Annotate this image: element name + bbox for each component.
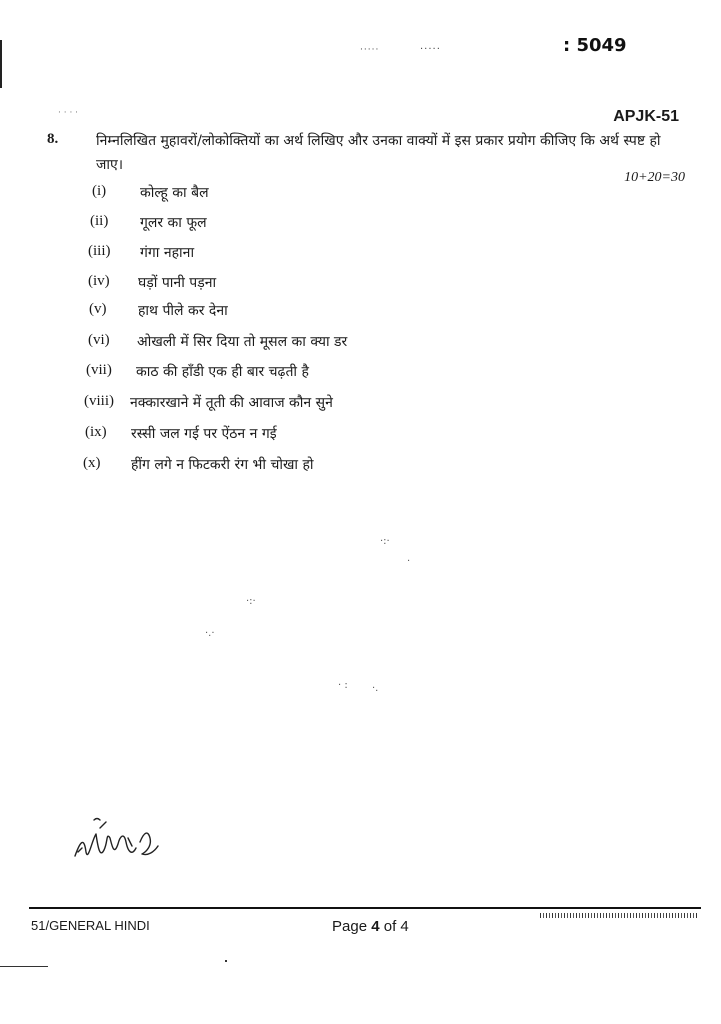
- scan-bottom-line: [0, 966, 48, 967]
- top-strip-faint: ·····: [360, 45, 380, 55]
- item-text: हींग लगे न फिटकरी रंग भी चोखा हो: [131, 457, 314, 473]
- item-number: (i): [92, 183, 107, 199]
- item-number: (v): [89, 301, 107, 317]
- footer-rule: [29, 907, 701, 909]
- footer-page-number: [332, 918, 409, 935]
- item-text: गंगा नहाना: [140, 245, 195, 261]
- handwritten-signature: [70, 812, 170, 872]
- question-text: निम्नलिखित मुहावरों/लोकोक्तियों का अर्थ लिखिए और उनका वाक्यों में इस प्रकार प्रयोग कीजिए कि अर्थ स्पष्ट हो जाए।: [96, 133, 661, 173]
- paper-code: APJK-51: [613, 108, 679, 125]
- footer-subject: 51/GENERAL HINDI: [31, 918, 150, 933]
- item-number: (ii): [90, 213, 109, 229]
- item-text: काठ की हाँडी एक ही बार चढ़ती है: [136, 364, 309, 380]
- item-text: नक्कारखाने में तूती की आवाज कौन सुने: [130, 395, 333, 411]
- item-text: ओखली में सिर दिया तो मूसल का क्या डर: [137, 334, 348, 350]
- question-number: 8.: [47, 131, 59, 147]
- top-strip-serial: ·····: [420, 44, 441, 55]
- scan-speck: ·:·: [246, 596, 256, 607]
- item-text: घड़ों पानी पड़ना: [138, 275, 217, 291]
- scan-speck: · :: [338, 680, 348, 691]
- item-text: गूलर का फूल: [140, 215, 207, 231]
- scan-speck: ·: [407, 556, 411, 567]
- top-strip: [360, 35, 627, 56]
- scan-dots: · · · ·: [58, 108, 79, 118]
- question-marks: 10+20=30: [624, 170, 685, 185]
- item-number: (x): [83, 455, 101, 471]
- item-text: कोल्हू का बैल: [140, 185, 209, 201]
- page-total: 4: [400, 918, 409, 935]
- scan-speck: ·.·: [205, 628, 215, 639]
- scan-bottom-dot: [225, 960, 227, 962]
- scan-speck: ·:·: [380, 536, 390, 547]
- item-number: (viii): [84, 393, 114, 409]
- item-text: रस्सी जल गई पर ऐंठन न गई: [131, 426, 277, 442]
- scan-edge-mark: [0, 40, 2, 88]
- item-number: (vii): [86, 362, 112, 378]
- item-text: हाथ पीले कर देना: [138, 303, 228, 319]
- page-current: 4: [371, 918, 380, 935]
- footer-barcode-strip: [540, 913, 698, 918]
- top-code-value: 5049: [576, 35, 627, 56]
- item-number: (ix): [85, 424, 107, 440]
- item-number: (iii): [88, 243, 111, 259]
- scan-speck: ·.: [372, 683, 379, 694]
- item-number: (iv): [88, 273, 110, 289]
- top-code: : 5049: [563, 35, 627, 56]
- page-prefix: Page: [332, 918, 368, 935]
- item-number: (vi): [88, 332, 110, 348]
- page-separator: of: [383, 918, 397, 935]
